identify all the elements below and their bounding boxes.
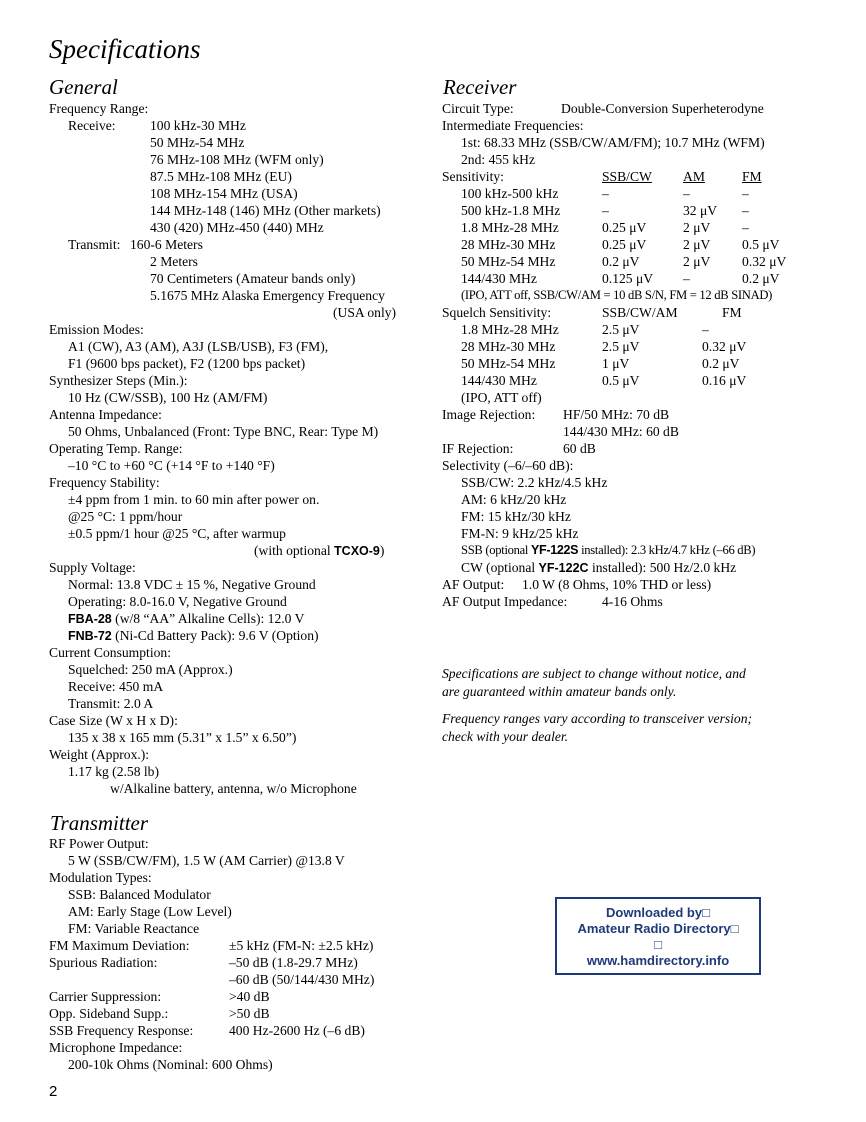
opp-value: >50 dB bbox=[229, 1006, 270, 1021]
tcxo-model: TCXO-9 bbox=[334, 544, 380, 558]
squelch-label: Squelch Sensitivity: bbox=[442, 305, 552, 320]
transmit-range: (USA only) bbox=[333, 305, 397, 320]
carrier-value: >40 dB bbox=[229, 989, 270, 1004]
sens-band: 100 kHz-500 kHz bbox=[461, 186, 559, 201]
ifrej-label: IF Rejection: bbox=[442, 441, 514, 456]
spur-value: –60 dB (50/144/430 MHz) bbox=[229, 972, 375, 987]
mic-value: 200-10k Ohms (Nominal: 600 Ohms) bbox=[68, 1057, 273, 1072]
emission-value: F1 (9600 bps packet), F2 (1200 bps packet) bbox=[68, 356, 306, 371]
current-value: Transmit: 2.0 A bbox=[68, 696, 154, 711]
note-text: Specifications are subject to change without notice, and bbox=[442, 666, 746, 681]
af-label: AF Output: bbox=[442, 577, 505, 592]
sens-band: 1.8 MHz-28 MHz bbox=[461, 220, 559, 235]
sens-cell: 2 μV bbox=[683, 237, 711, 252]
emission-value: A1 (CW), A3 (AM), A3J (LSB/USB), F3 (FM), bbox=[68, 339, 329, 354]
squelch-cell: – bbox=[702, 322, 709, 337]
afimp-value: 4-16 Ohms bbox=[602, 594, 663, 609]
sens-cell: 0.25 μV bbox=[602, 220, 647, 235]
ifrej-value: 60 dB bbox=[563, 441, 596, 456]
spur-value: –50 dB (1.8-29.7 MHz) bbox=[229, 955, 358, 970]
transmit-label: Transmit: bbox=[68, 237, 121, 252]
if-label: Intermediate Frequencies: bbox=[442, 118, 584, 133]
supply-fnb: FNB-72 (Ni-Cd Battery Pack): 9.6 V (Option) bbox=[68, 628, 319, 643]
sens-cell: 2 μV bbox=[683, 254, 711, 269]
receive-range: 50 MHz-54 MHz bbox=[150, 135, 245, 150]
receive-range: 144 MHz-148 (146) MHz (Other markets) bbox=[150, 203, 381, 218]
squelch-band: 50 MHz-54 MHz bbox=[461, 356, 556, 371]
sens-cell: 32 μV bbox=[683, 203, 718, 218]
supply-label: Supply Voltage: bbox=[49, 560, 136, 575]
note-text: Frequency ranges vary according to transceiver version; bbox=[442, 711, 753, 726]
receive-label: Receive: bbox=[68, 118, 116, 133]
sens-band: 144/430 MHz bbox=[461, 271, 537, 286]
sens-col-fm: FM bbox=[742, 169, 762, 184]
case-value: 135 x 38 x 165 mm (5.31” x 1.5” x 6.50”) bbox=[68, 730, 297, 745]
download-link[interactable]: www.hamdirectory.info bbox=[586, 953, 730, 968]
receive-range: 430 (420) MHz-450 (440) MHz bbox=[150, 220, 324, 235]
if-value: 2nd: 455 kHz bbox=[461, 152, 536, 167]
transmit-range: 5.1675 MHz Alaska Emergency Frequency bbox=[150, 288, 385, 303]
page-number: 2 bbox=[49, 1083, 58, 1100]
transmit-range: 160-6 Meters bbox=[130, 237, 203, 252]
selectivity-value: FM: 15 kHz/30 kHz bbox=[461, 509, 571, 524]
squelch-band: 144/430 MHz bbox=[461, 373, 537, 388]
synth-value: 10 Hz (CW/SSB), 100 Hz (AM/FM) bbox=[68, 390, 268, 405]
sens-cell: 0.32 μV bbox=[742, 254, 787, 269]
download-box bbox=[555, 897, 761, 975]
image-label: Image Rejection: bbox=[442, 407, 536, 422]
note-text: check with your dealer. bbox=[442, 729, 569, 744]
stability-value: ±0.5 ppm/1 hour @25 °C, after warmup bbox=[68, 526, 286, 541]
transmitter-heading: Transmitter bbox=[50, 811, 149, 835]
current-value: Squelched: 250 mA (Approx.) bbox=[68, 662, 233, 677]
mod-label: Modulation Types: bbox=[49, 870, 152, 885]
sens-col-am: AM bbox=[683, 169, 705, 184]
temp-value: –10 °C to +60 °C (+14 °F to +140 °F) bbox=[68, 458, 275, 473]
supply-normal: Normal: 13.8 VDC ± 15 %, Negative Ground bbox=[68, 577, 316, 592]
if-value: 1st: 68.33 MHz (SSB/CW/AM/FM); 10.7 MHz (WFM) bbox=[461, 135, 765, 150]
spur-label: Spurious Radiation: bbox=[49, 955, 158, 970]
emission-label: Emission Modes: bbox=[49, 322, 144, 337]
sens-cell: – bbox=[602, 203, 609, 218]
weight-note: w/Alkaline battery, antenna, w/o Microphone bbox=[110, 781, 357, 796]
sens-cell: – bbox=[683, 271, 690, 286]
note-text: are guaranteed within amateur bands only. bbox=[442, 684, 677, 699]
weight-value: 1.17 kg (2.58 lb) bbox=[68, 764, 159, 779]
sens-cell: 0.2 μV bbox=[742, 271, 780, 286]
squelch-cell: 1 μV bbox=[602, 356, 630, 371]
image-value: HF/50 MHz: 70 dB bbox=[563, 407, 670, 422]
current-value: Receive: 450 mA bbox=[68, 679, 164, 694]
squelch-band: 28 MHz-30 MHz bbox=[461, 339, 556, 354]
selectivity-value: SSB/CW: 2.2 kHz/4.5 kHz bbox=[461, 475, 608, 490]
supply-operating: Operating: 8.0-16.0 V, Negative Ground bbox=[68, 594, 287, 609]
temp-label: Operating Temp. Range: bbox=[49, 441, 183, 456]
squelch-cell: 2.5 μV bbox=[602, 322, 640, 337]
squelch-cell: 0.32 μV bbox=[702, 339, 747, 354]
sens-note: (IPO, ATT off, SSB/CW/AM = 10 dB S/N, FM = 12 dB SINAD) bbox=[461, 288, 773, 302]
sens-cell: – bbox=[683, 186, 690, 201]
download-line: Amateur Radio Directory□ bbox=[577, 921, 739, 936]
squelch-col-ssb: SSB/CW/AM bbox=[602, 305, 678, 320]
freq-range-label: Frequency Range: bbox=[49, 101, 149, 116]
receive-range: 76 MHz-108 MHz (WFM only) bbox=[150, 152, 324, 167]
mod-value: SSB: Balanced Modulator bbox=[68, 887, 211, 902]
image-value: 144/430 MHz: 60 dB bbox=[563, 424, 679, 439]
sens-band: 50 MHz-54 MHz bbox=[461, 254, 556, 269]
transmit-range: 70 Centimeters (Amateur bands only) bbox=[150, 271, 356, 286]
selectivity-value: FM-N: 9 kHz/25 kHz bbox=[461, 526, 579, 541]
selectivity-cw-option: CW (optional YF-122C installed): 500 Hz/2.0 kHz bbox=[461, 560, 737, 575]
sens-cell: 0.125 μV bbox=[602, 271, 654, 286]
receive-range: 108 MHz-154 MHz (USA) bbox=[150, 186, 298, 201]
rf-label: RF Power Output: bbox=[49, 836, 149, 851]
opp-label: Opp. Sideband Supp.: bbox=[49, 1006, 169, 1021]
squelch-note: (IPO, ATT off) bbox=[461, 390, 542, 405]
circuit-value: Double-Conversion Superheterodyne bbox=[561, 101, 764, 116]
transmit-range: 2 Meters bbox=[150, 254, 198, 269]
download-line: Downloaded by□ bbox=[606, 905, 710, 920]
antenna-label: Antenna Impedance: bbox=[49, 407, 162, 422]
rf-value: 5 W (SSB/CW/FM), 1.5 W (AM Carrier) @13.8 V bbox=[68, 853, 345, 868]
mod-value: AM: Early Stage (Low Level) bbox=[68, 904, 232, 919]
sens-cell: – bbox=[602, 186, 609, 201]
fmdev-value: ±5 kHz (FM-N: ±2.5 kHz) bbox=[229, 938, 374, 953]
page-title: Specifications bbox=[49, 34, 201, 64]
sens-band: 500 kHz-1.8 MHz bbox=[461, 203, 561, 218]
af-value: 1.0 W (8 Ohms, 10% THD or less) bbox=[522, 577, 712, 592]
stability-option: (with optional TCXO-9) bbox=[254, 543, 385, 558]
stability-label: Frequency Stability: bbox=[49, 475, 160, 490]
download-line: □ bbox=[654, 937, 662, 952]
sens-cell: – bbox=[742, 203, 749, 218]
supply-fba: FBA-28 (w/8 “AA” Alkaline Cells): 12.0 V bbox=[68, 611, 305, 626]
general-heading: General bbox=[49, 75, 118, 99]
squelch-cell: 0.5 μV bbox=[602, 373, 640, 388]
ssbfr-label: SSB Frequency Response: bbox=[49, 1023, 194, 1038]
receive-range: 87.5 MHz-108 MHz (EU) bbox=[150, 169, 292, 184]
synth-label: Synthesizer Steps (Min.): bbox=[49, 373, 188, 388]
squelch-cell: 0.2 μV bbox=[702, 356, 740, 371]
squelch-col-fm: FM bbox=[722, 305, 742, 320]
sens-band: 28 MHz-30 MHz bbox=[461, 237, 556, 252]
ssbfr-value: 400 Hz-2600 Hz (–6 dB) bbox=[229, 1023, 365, 1038]
squelch-cell: 0.16 μV bbox=[702, 373, 747, 388]
receiver-heading: Receiver bbox=[443, 75, 517, 99]
selectivity-ssb-option: SSB (optional YF-122S installed): 2.3 kHz/4.7 kHz (–66 dB) bbox=[461, 543, 756, 557]
stability-value: @25 °C: 1 ppm/hour bbox=[68, 509, 183, 524]
selectivity-value: AM: 6 kHz/20 kHz bbox=[461, 492, 567, 507]
sens-cell: – bbox=[742, 186, 749, 201]
squelch-band: 1.8 MHz-28 MHz bbox=[461, 322, 559, 337]
case-label: Case Size (W x H x D): bbox=[49, 713, 178, 728]
sens-label: Sensitivity: bbox=[442, 169, 504, 184]
selectivity-label: Selectivity (–6/–60 dB): bbox=[442, 458, 574, 473]
sens-col-ssb: SSB/CW bbox=[602, 169, 652, 184]
circuit-label: Circuit Type: bbox=[442, 101, 514, 116]
carrier-label: Carrier Suppression: bbox=[49, 989, 162, 1004]
sens-cell: 2 μV bbox=[683, 220, 711, 235]
fmdev-label: FM Maximum Deviation: bbox=[49, 938, 190, 953]
squelch-cell: 2.5 μV bbox=[602, 339, 640, 354]
sens-cell: – bbox=[742, 220, 749, 235]
mic-label: Microphone Impedance: bbox=[49, 1040, 183, 1055]
receive-range: 100 kHz-30 MHz bbox=[150, 118, 246, 133]
stability-value: ±4 ppm from 1 min. to 60 min after power on. bbox=[68, 492, 320, 507]
sens-cell: 0.2 μV bbox=[602, 254, 640, 269]
sens-cell: 0.25 μV bbox=[602, 237, 647, 252]
afimp-label: AF Output Impedance: bbox=[442, 594, 568, 609]
weight-label: Weight (Approx.): bbox=[49, 747, 150, 762]
current-label: Current Consumption: bbox=[49, 645, 171, 660]
sens-cell: 0.5 μV bbox=[742, 237, 780, 252]
antenna-value: 50 Ohms, Unbalanced (Front: Type BNC, Rear: Type M) bbox=[68, 424, 379, 439]
mod-value: FM: Variable Reactance bbox=[68, 921, 200, 936]
